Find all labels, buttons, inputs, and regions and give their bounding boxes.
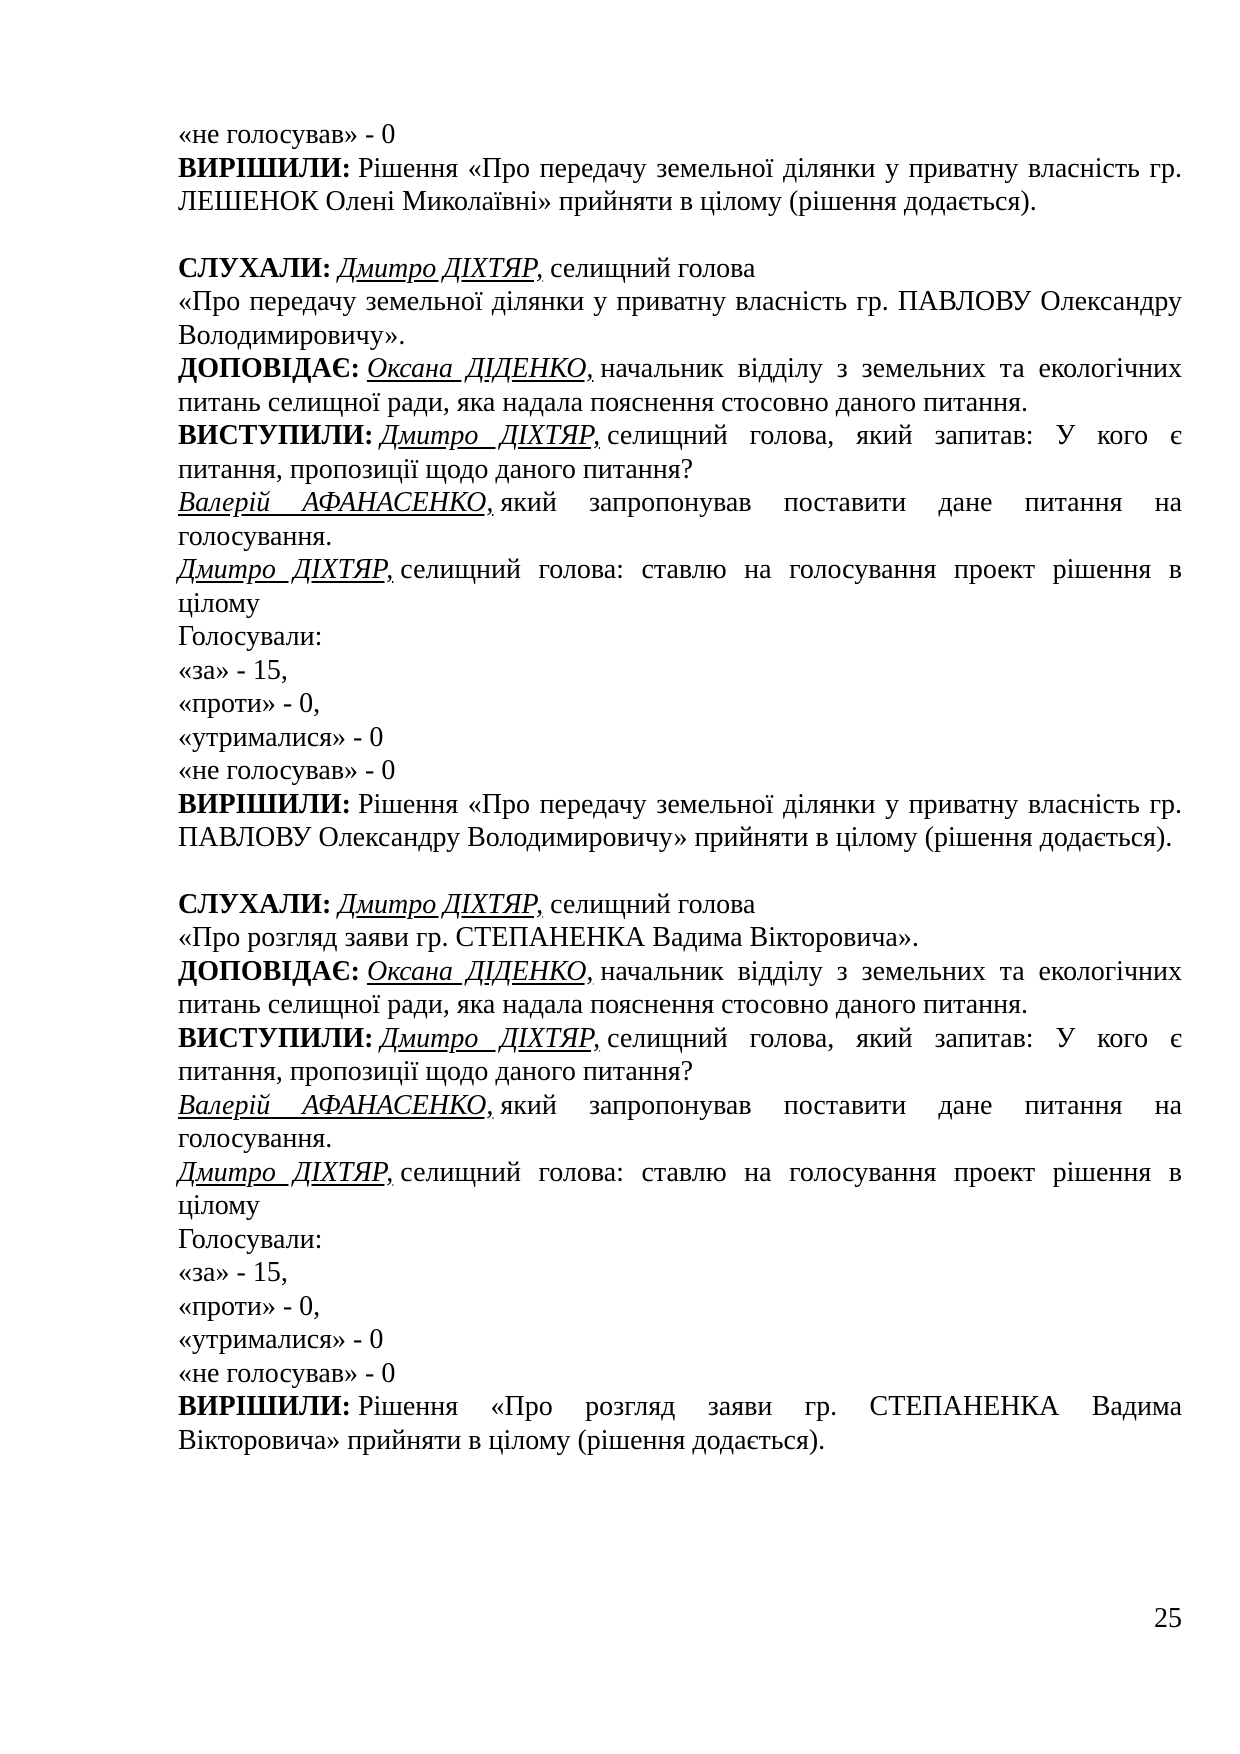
speaker-role: селищний голова — [550, 252, 756, 284]
topic: «Про розгляд заяви гр. СТЕПАНЕНКА Вадима Вікторовича». — [178, 922, 919, 953]
speaker-name: Дмитро ДІХТЯР, — [380, 1022, 601, 1054]
spoke-paragraph — [178, 1022, 1182, 1089]
spoke-text: селищний голова, який запитав: У кого є питання, пропозиції щодо даного питання? — [178, 1022, 1182, 1087]
speaker-role: селищний голова — [550, 888, 756, 920]
decision-paragraph — [178, 788, 1182, 855]
heard-paragraph — [178, 888, 1182, 922]
vote-against: «проти» - 0, — [178, 1290, 321, 1322]
report-label: ДОПОВІДАЄ: — [178, 955, 360, 987]
decision-paragraph — [178, 1390, 1182, 1457]
spoke-text: селищний голова, який запитав: У кого є питання, пропозиції щодо даного питання? — [178, 420, 1182, 485]
speaker2-paragraph — [178, 1089, 1182, 1156]
page-number: 25 — [1154, 1603, 1182, 1634]
decided-text: Рішення «Про розгляд заяви гр. СТЕПАНЕНКА Вадима Вікторовича» прийняти в цілому (рішення додається). — [178, 1391, 1182, 1456]
voted-label: Голосували: — [178, 621, 323, 652]
speaker-name: Дмитро ДІХТЯР, — [380, 420, 601, 451]
decided-text: Рішення «Про передачу земельної ділянки у приватну власність гр. ПАВЛОВУ Олександру Володимировичу» прийняти в цілому (рішення додається). — [178, 788, 1182, 853]
decided-label: ВИРІШИЛИ: — [178, 1391, 351, 1422]
agenda-item-pavlov — [178, 252, 1182, 855]
reporter-name: Оксана ДІДЕНКО, — [366, 353, 594, 384]
agenda-item-stepanenko — [178, 888, 1182, 1458]
reporter-name: Оксана ДІДЕНКО, — [366, 955, 594, 987]
vote-not-voted: «не голосував» - 0 — [178, 119, 396, 150]
voted-label: Голосували: — [178, 1223, 323, 1255]
decision-paragraph — [178, 152, 1182, 219]
speaker3-paragraph — [178, 553, 1182, 620]
speaker-name: Дмитро ДІХТЯР, — [178, 554, 394, 585]
vote-not-voted: «не голосував» - 0 — [178, 1357, 396, 1389]
speaker2-text: який запропонував поставити дане питання на голосування. — [178, 1089, 1182, 1154]
decided-label: ВИРІШИЛИ: — [178, 788, 351, 820]
decided-label: ВИРІШИЛИ: — [178, 152, 351, 184]
speaker-name: Дмитро ДІХТЯР, — [338, 888, 544, 920]
speaker-name: Валерій АФАНАСЕНКО, — [178, 1089, 494, 1121]
decided-text: Рішення «Про передачу земельної ділянки у приватну власність гр. ЛЕШЕНОК Олені Миколаївні» прийняти в цілому (рішення додається). — [178, 152, 1182, 217]
vote-abstained: «утрималися» - 0 — [178, 721, 384, 753]
speaker3-paragraph — [178, 1156, 1182, 1223]
report-label: ДОПОВІДАЄ: — [178, 353, 360, 384]
vote-abstained: «утрималися» - 0 — [178, 1324, 384, 1355]
heard-label: СЛУХАЛИ: — [178, 888, 332, 920]
speaker-name: Дмитро ДІХТЯР, — [338, 252, 544, 284]
spoke-paragraph — [178, 419, 1182, 486]
vote-not-voted: «не голосував» - 0 — [178, 755, 396, 786]
speaker2-paragraph — [178, 486, 1182, 553]
spoke-label: ВИСТУПИЛИ: — [178, 1022, 374, 1054]
topic: «Про передачу земельної ділянки у приватну власність гр. ПАВЛОВУ Олександру Володимировичу». — [178, 286, 1182, 351]
vote-for: «за» - 15, — [178, 654, 288, 686]
heard-paragraph — [178, 252, 1182, 286]
speaker-name: Валерій АФАНАСЕНКО, — [178, 487, 494, 518]
vote-against: «проти» - 0, — [178, 688, 321, 719]
speaker3-text: селищний голова: ставлю на голосування проект рішення в цілому — [178, 1156, 1182, 1221]
report-text: начальник відділу з земельних та екологічних питань селищної ради, яка надала пояснення стосовно даного питання. — [178, 955, 1183, 1020]
vote-for: «за» - 15, — [178, 1257, 288, 1288]
speaker3-text: селищний голова: ставлю на голосування проект рішення в цілому — [178, 554, 1182, 619]
document-page — [178, 118, 1182, 1457]
report-paragraph — [178, 955, 1182, 1022]
heard-label: СЛУХАЛИ: — [178, 252, 332, 284]
spoke-label: ВИСТУПИЛИ: — [178, 420, 374, 451]
speaker2-text: який запропонував поставити дане питання на голосування. — [178, 487, 1182, 552]
speaker-name: Дмитро ДІХТЯР, — [178, 1156, 394, 1188]
report-text: начальник відділу з земельних та екологічних питань селищної ради, яка надала пояснення стосовно даного питання. — [178, 353, 1183, 418]
report-paragraph — [178, 352, 1182, 419]
